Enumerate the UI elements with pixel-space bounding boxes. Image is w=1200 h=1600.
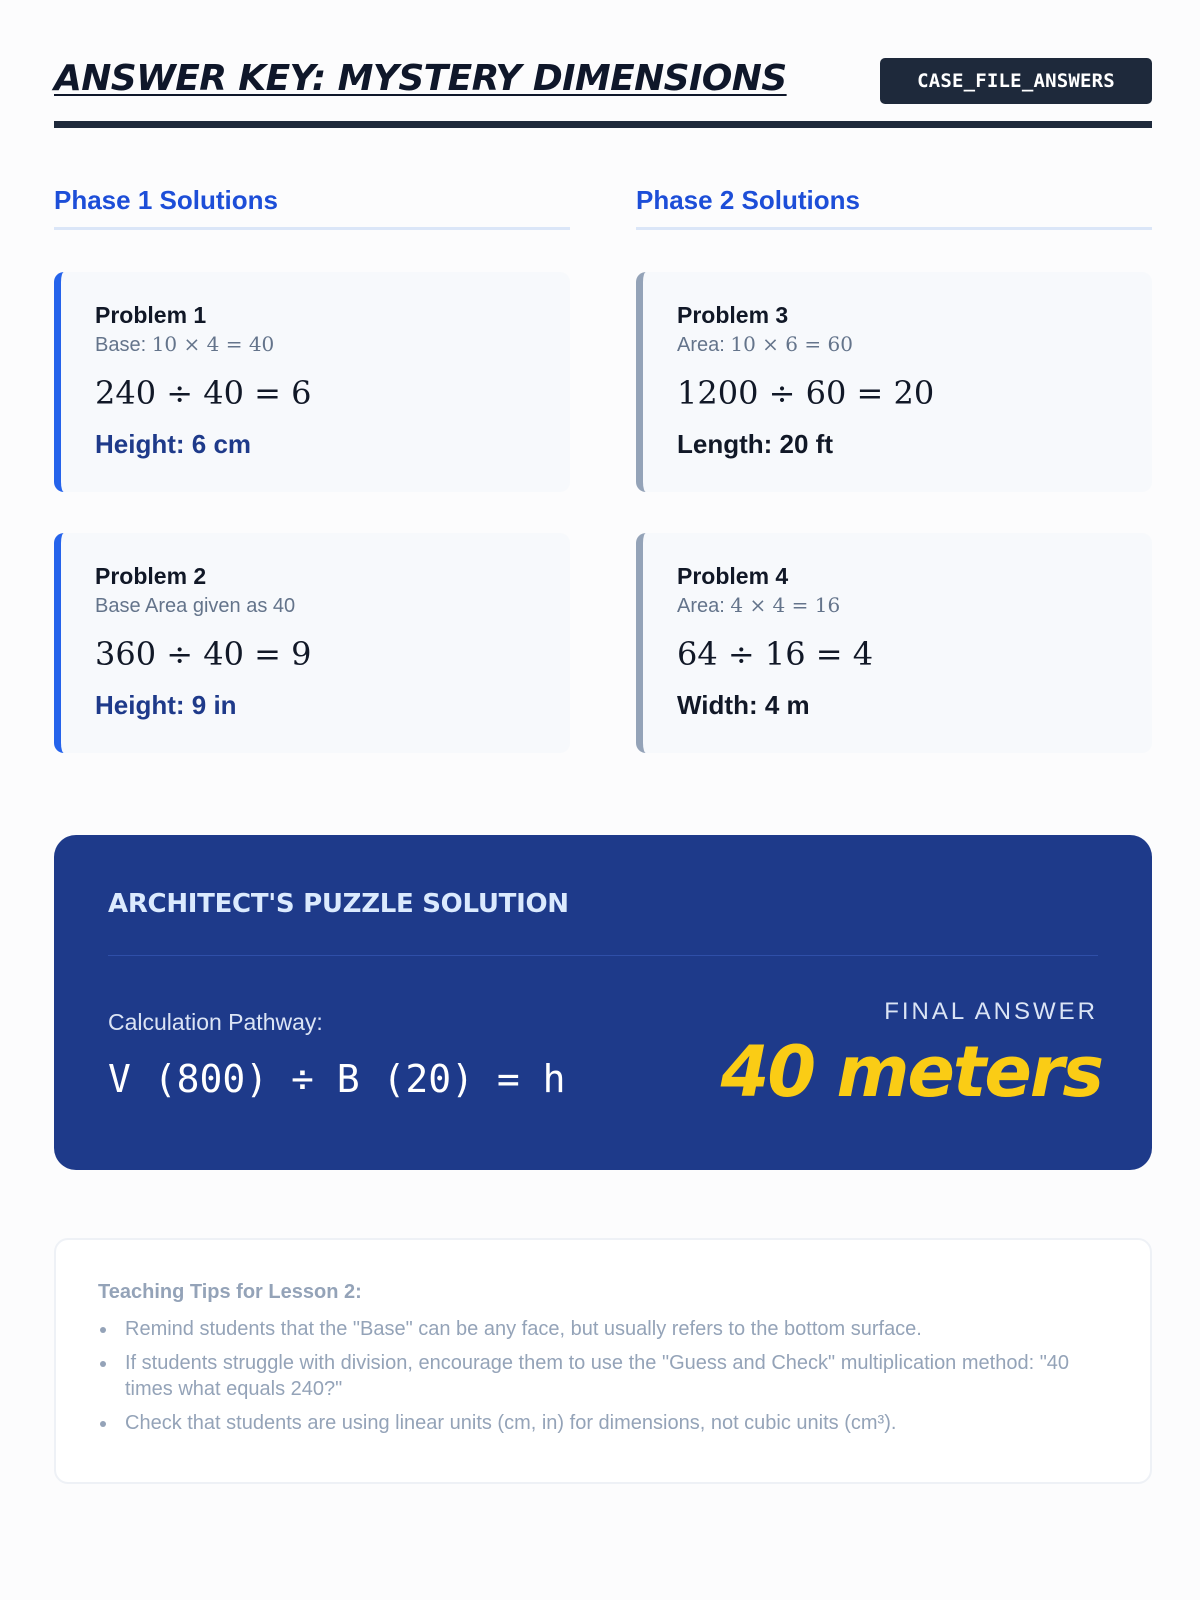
- puzzle-solution-panel: [54, 835, 1152, 1170]
- problem-title: Problem 4: [677, 563, 789, 589]
- problem-answer: Height: 9 in: [95, 690, 237, 720]
- page-header: [54, 54, 1152, 128]
- problem-title: Problem 3: [677, 302, 789, 328]
- problem-equation: 360 ÷ 40 = 9: [95, 635, 312, 673]
- tips-title: Teaching Tips for Lesson 2:: [98, 1281, 362, 1303]
- problem-title: Problem 1: [95, 302, 207, 328]
- teaching-tips-box: [54, 1238, 1152, 1484]
- problem-title: Problem 2: [95, 563, 207, 589]
- list-item: Check that students are using linear units (cm, in) for dimensions, not cubic units (cm³).: [98, 1410, 1110, 1436]
- problem-card-1: [54, 272, 570, 492]
- problem-given: Base Area given as 40: [95, 595, 296, 617]
- problem-equation: 1200 ÷ 60 = 20: [677, 374, 935, 412]
- problem-answer: Length: 20 ft: [677, 429, 833, 459]
- phase-2-divider: [636, 227, 1152, 230]
- final-answer-value: 40 meters: [720, 1031, 1102, 1113]
- problem-given: Base: 10 × 4 = 40: [95, 332, 275, 356]
- problem-answer: Width: 4 m: [677, 690, 810, 720]
- final-answer-label: FINAL ANSWER: [884, 998, 1098, 1025]
- problem-equation: 240 ÷ 40 = 6: [95, 374, 312, 412]
- problem-card-4: [636, 533, 1152, 753]
- puzzle-title: ARCHITECT'S PUZZLE SOLUTION: [108, 889, 569, 919]
- tips-list: [98, 1316, 1110, 1436]
- problem-card-3: [636, 272, 1152, 492]
- phase-2-title: Phase 2 Solutions: [636, 185, 860, 215]
- phase-1-divider: [54, 227, 570, 230]
- header-divider: [54, 121, 1152, 128]
- problem-card-2: [54, 533, 570, 753]
- phase-2-header: [636, 183, 1152, 230]
- pathway-equation: V (800) ÷ B (20) = h: [108, 1057, 566, 1101]
- page-title: ANSWER KEY: MYSTERY DIMENSIONS: [54, 58, 787, 99]
- puzzle-divider: [108, 955, 1098, 956]
- problem-given: Area: 4 × 4 = 16: [677, 593, 841, 617]
- problem-given: Area: 10 × 6 = 60: [677, 332, 853, 356]
- list-item: If students struggle with division, encourage them to use the "Guess and Check" multiplication method: "40 times what equals 240?": [98, 1350, 1110, 1402]
- case-file-badge: CASE_FILE_ANSWERS: [880, 58, 1152, 104]
- phase-1-header: [54, 183, 570, 230]
- problem-equation: 64 ÷ 16 = 4: [677, 635, 874, 673]
- list-item: Remind students that the "Base" can be any face, but usually refers to the bottom surface.: [98, 1316, 1110, 1342]
- phase-1-title: Phase 1 Solutions: [54, 185, 278, 215]
- pathway-label: Calculation Pathway:: [108, 1009, 323, 1035]
- problem-answer: Height: 6 cm: [95, 429, 252, 459]
